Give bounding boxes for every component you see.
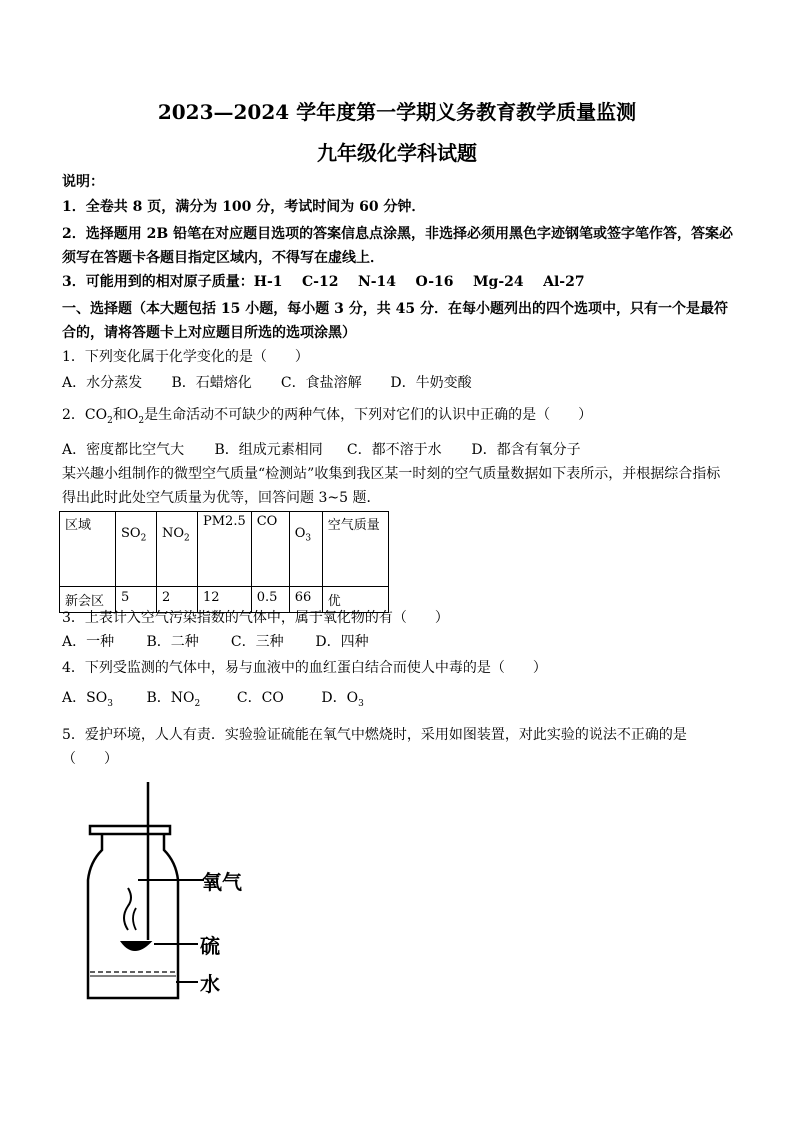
- option-c: [237, 688, 317, 708]
- table-cell: 优: [322, 587, 388, 613]
- section-heading: 一、选择题（本大题包括 15 小题，每小题 3 分，共 45 分．在每小题列出的四个选项中，只有一个是最符合的，请将答题卡上对应题目所选的选项涂黑）: [62, 301, 728, 341]
- co2-subscript: 2: [107, 415, 113, 426]
- header-no2: NO: [162, 526, 185, 541]
- flame-icon: [124, 888, 131, 930]
- option-a: A．密度都比空气大: [62, 442, 185, 458]
- question-2-stem: [62, 405, 734, 431]
- option-b: B．组成元素相同: [214, 442, 323, 458]
- instruction-3: 3．可能用到的相对原子质量：H-1 C-12 N-14 O-16 Mg-24 Al-27: [62, 274, 585, 290]
- option-d-text: D．O: [321, 690, 359, 706]
- header-so2: SO: [121, 526, 141, 541]
- option-a: A．水分蒸发: [62, 375, 143, 391]
- jar-lid: [90, 826, 170, 834]
- spoon-cup: [122, 942, 150, 950]
- option-a-sub: 3: [107, 698, 113, 709]
- option-b: [146, 688, 232, 714]
- table-header-cell: [289, 512, 322, 587]
- question-4-options: [62, 688, 734, 714]
- option-b: B．石蜡熔化: [171, 375, 252, 391]
- instructions-label: 说明：: [62, 174, 104, 190]
- option-b-sub: 2: [194, 698, 201, 709]
- option-a: A．一种: [62, 634, 115, 650]
- option-c: C．三种: [230, 634, 284, 650]
- option-c-text: C．CO: [236, 690, 284, 706]
- option-d-sub: 3: [358, 698, 364, 709]
- table-cell: 0.5: [251, 587, 289, 613]
- co2-formula: CO: [84, 407, 108, 423]
- question-5-stem: 5．爱护环境，人人有责．实验验证硫能在氧气中燃烧时，采用如图装置，对此实验的说法不正确的是（ ）: [62, 727, 687, 767]
- air-quality-table: [59, 511, 389, 613]
- table-cell: 12: [198, 587, 252, 613]
- table-header-cell: [60, 512, 116, 587]
- header-region: 区域: [65, 518, 92, 533]
- flame-wisp: [133, 908, 136, 930]
- sulfur-combustion-figure: [78, 780, 258, 1005]
- option-b: B．二种: [146, 634, 199, 650]
- question-3-options: [62, 632, 734, 652]
- table-header-cell: [198, 512, 252, 587]
- table-header-row: [60, 512, 389, 587]
- option-d: D．牛奶变酸: [390, 375, 472, 391]
- header-no2-sub: 2: [184, 533, 190, 544]
- option-a: [62, 688, 142, 714]
- table-cell: 66: [289, 587, 322, 613]
- oxygen-label: 氧气: [202, 870, 242, 894]
- table-header-cell: [157, 512, 198, 587]
- header-pm25: PM2.5: [203, 514, 246, 529]
- table-cell: 2: [157, 587, 198, 613]
- exam-title: 2023—2024 学年度第一学期义务教育教学质量监测: [157, 100, 637, 124]
- instruction-2: 2．选择题用 2B 铅笔在对应题目选项的答案信息点涂黑，非选择必须用黑色字迹钢笔或签字笔作答，答案必须写在答题卡各题目指定区域内，不得写在虚线上．: [62, 226, 734, 266]
- table-header-cell: [322, 512, 388, 587]
- header-so2-sub: 2: [140, 533, 147, 544]
- table-cell: 新会区: [60, 587, 116, 613]
- question-2-text: 是生命活动不可缺少的两种气体，下列对它们的认识中正确的是（ ）: [144, 407, 593, 423]
- option-a-text: A．SO: [62, 690, 108, 706]
- header-co: CO: [256, 514, 278, 529]
- water-label: 水: [200, 972, 220, 996]
- instruction-1: 1．全卷共 8 页，满分为 100 分，考试时间为 60 分钟．: [62, 199, 426, 215]
- sulfur-label: 硫: [200, 934, 220, 958]
- option-c: C．食盐溶解: [280, 375, 362, 391]
- header-o3: O: [294, 526, 306, 541]
- question-1-options: [62, 373, 734, 393]
- option-d: [321, 688, 363, 714]
- question-2-number: 2．: [62, 407, 85, 423]
- option-b-text: B．NO: [146, 690, 195, 706]
- question-2-options: [62, 440, 734, 460]
- header-o3-sub: 3: [305, 533, 312, 544]
- option-d: D．都含有氧分子: [471, 442, 581, 458]
- o2-formula: 和O: [112, 407, 139, 423]
- passage: 某兴趣小组制作的微型空气质量“检测站”收集到我区某一时刻的空气质量数据如下表所示，并根据综合指标得出此时此处空气质量为优等，回答问题 3~5 题．: [62, 466, 721, 506]
- question-3-stem: 3．上表计入空气污染指数的气体中，属于氧化物的有（ ）: [62, 610, 449, 626]
- o2-subscript: 2: [138, 415, 145, 426]
- option-c: C．都不溶于水: [346, 442, 442, 458]
- exam-subtitle: 九年级化学科试题: [317, 141, 477, 165]
- question-1-stem: 1．下列变化属于化学变化的是（ ）: [62, 349, 309, 365]
- header-quality: 空气质量: [327, 518, 380, 533]
- table-cell: 5: [116, 587, 157, 613]
- table-header-cell: [251, 512, 289, 587]
- question-4-stem: 4．下列受监测的气体中，易与血液中的血红蛋白结合而使人中毒的是（ ）: [62, 660, 547, 676]
- option-d: D．四种: [315, 634, 369, 650]
- table-header-cell: [116, 512, 157, 587]
